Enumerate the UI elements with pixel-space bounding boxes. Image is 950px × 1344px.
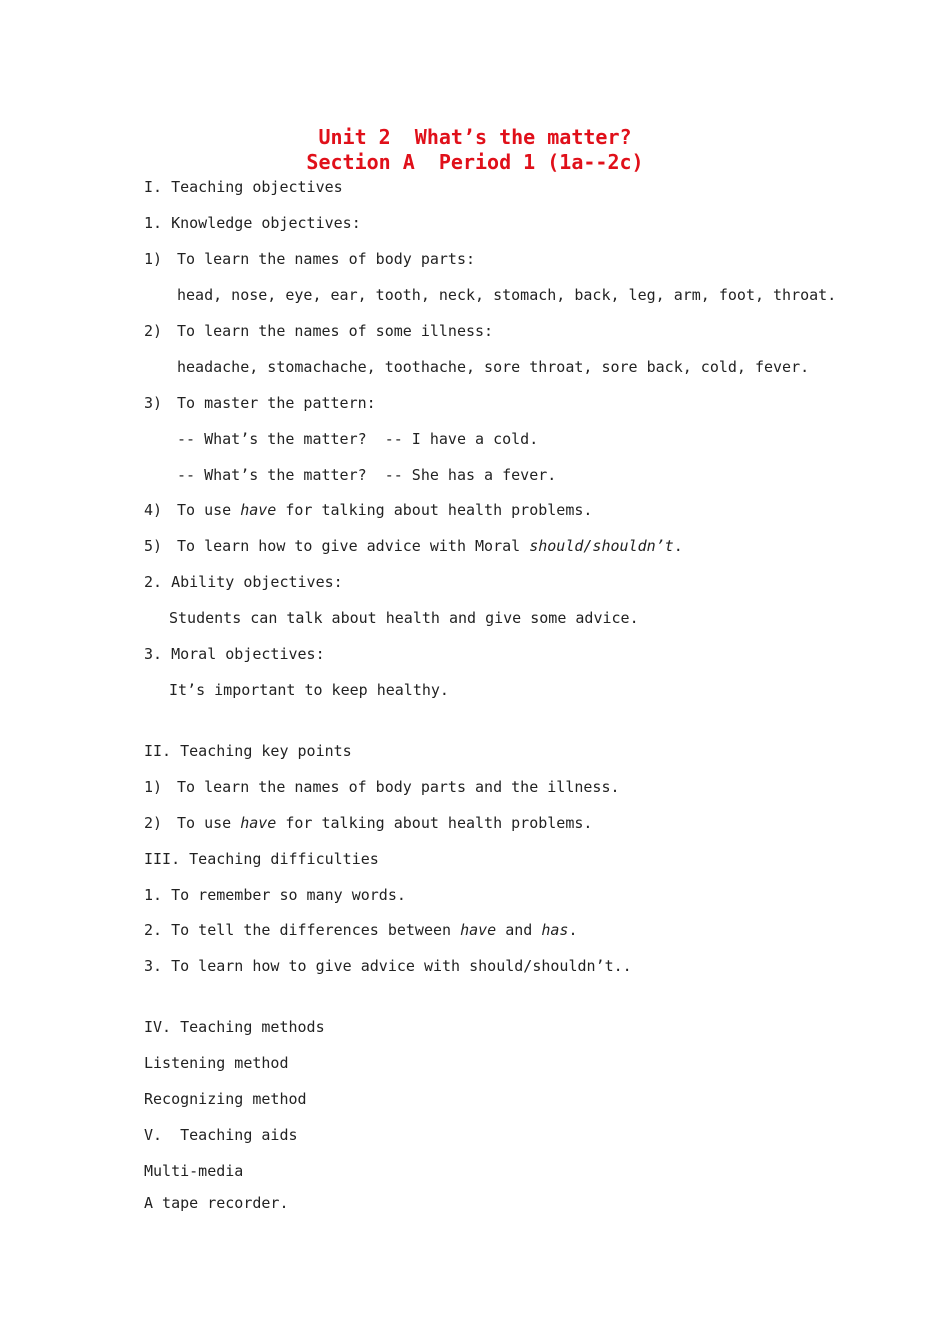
moral-text: It’s important to keep healthy.	[169, 681, 449, 699]
knowledge-item-3-num: 3)	[144, 394, 163, 412]
key-point-1-text: To learn the names of body parts and the illness.	[177, 778, 620, 796]
text-segment: and	[496, 921, 542, 939]
body-parts-list: head, nose, eye, ear, tooth, neck, stomach, back, leg, arm, foot, throat.	[177, 286, 837, 304]
ability-text: Students can talk about health and give some advice.	[169, 609, 639, 627]
difficulty-3: 3. To learn how to give advice with should/shouldn’t..	[144, 957, 632, 975]
knowledge-heading: 1. Knowledge objectives:	[144, 214, 361, 232]
knowledge-item-4-num: 4)	[144, 501, 163, 519]
section-1-heading: I. Teaching objectives	[144, 178, 343, 196]
pattern-line-2: -- What’s the matter? -- She has a fever.	[177, 466, 557, 484]
aid-2: A tape recorder.	[144, 1194, 289, 1212]
knowledge-item-5-num: 5)	[144, 537, 163, 555]
section-2-heading: II. Teaching key points	[144, 742, 352, 760]
emphasis-word: should/shouldn’t	[529, 537, 674, 555]
knowledge-item-2-text: To learn the names of some illness:	[177, 322, 494, 340]
emphasis-word: has	[541, 921, 569, 939]
knowledge-item-1-num: 1)	[144, 250, 163, 268]
illness-list: headache, stomachache, toothache, sore throat, sore back, cold, fever.	[177, 358, 810, 376]
section-4-heading: IV. Teaching methods	[144, 1018, 325, 1036]
knowledge-item-4-text	[177, 501, 592, 519]
key-point-1-num: 1)	[144, 778, 163, 796]
section-3-heading: III. Teaching difficulties	[144, 850, 379, 868]
text-segment: for talking about health problems.	[276, 501, 593, 519]
section-5-heading: V. Teaching aids	[144, 1126, 298, 1144]
difficulty-2	[144, 921, 577, 939]
text-segment: .	[673, 537, 683, 555]
knowledge-item-1-text: To learn the names of body parts:	[177, 250, 476, 268]
title-line-1: Unit 2 What’s the matter?	[318, 125, 632, 149]
method-2: Recognizing method	[144, 1090, 307, 1108]
text-segment: 2. To tell the differences between	[144, 921, 461, 939]
emphasis-word: have	[460, 921, 497, 939]
key-point-2-text	[177, 814, 592, 832]
text-segment: .	[568, 921, 578, 939]
ability-heading: 2. Ability objectives:	[144, 573, 343, 591]
method-1: Listening method	[144, 1054, 289, 1072]
emphasis-word: have	[240, 814, 277, 832]
knowledge-item-3-text: To master the pattern:	[177, 394, 376, 412]
key-point-2-num: 2)	[144, 814, 163, 832]
emphasis-word: have	[240, 501, 277, 519]
difficulty-1: 1. To remember so many words.	[144, 886, 406, 904]
text-segment: To use	[177, 501, 241, 519]
pattern-line-1: -- What’s the matter? -- I have a cold.	[177, 430, 539, 448]
title-line-2: Section A Period 1 (1a--2c)	[306, 150, 644, 174]
knowledge-item-5-text	[177, 537, 683, 555]
knowledge-item-2-num: 2)	[144, 322, 163, 340]
text-segment: for talking about health problems.	[276, 814, 593, 832]
text-segment: To use	[177, 814, 241, 832]
moral-heading: 3. Moral objectives:	[144, 645, 325, 663]
text-segment: To learn how to give advice with Moral	[177, 537, 530, 555]
aid-1: Multi-media	[144, 1162, 244, 1180]
